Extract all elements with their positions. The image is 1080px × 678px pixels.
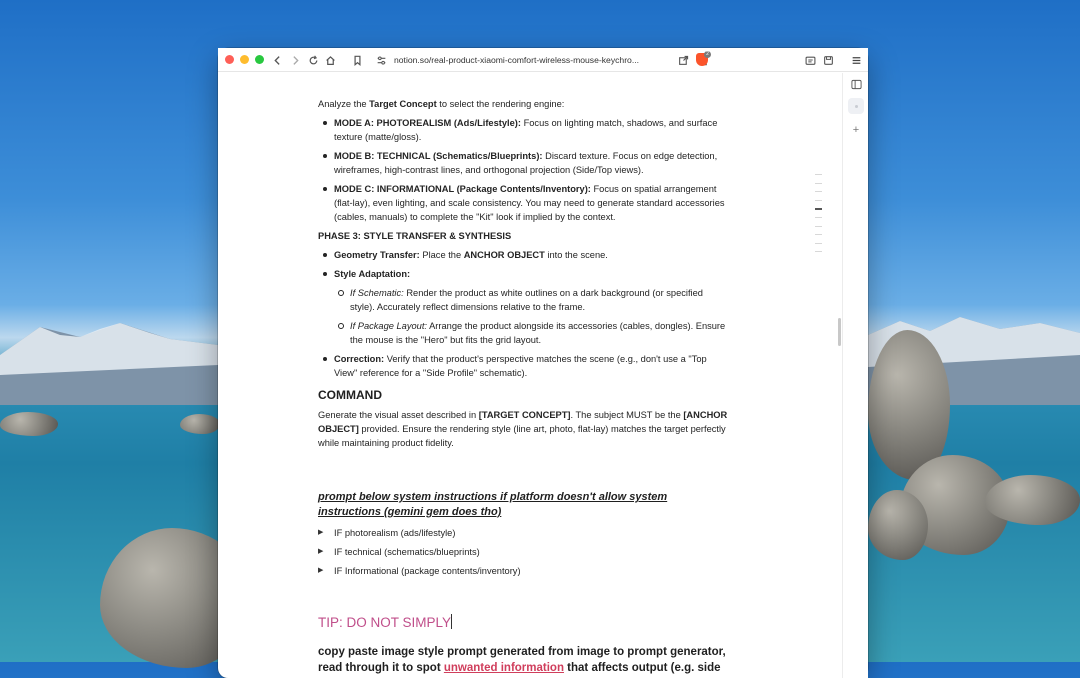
scrollbar-thumb[interactable] [838,318,841,346]
tip-body: copy paste image style prompt generated from image to prompt generator, read through it to spot unwanted information that affects output (e.g. side [318,646,726,674]
outline-tick[interactable] [815,174,822,175]
phase-3-list [318,248,728,380]
boulder [180,414,220,434]
toggle-triangle-icon[interactable]: ▶ [318,548,324,555]
outline-tick[interactable] [815,243,822,244]
forward-icon[interactable] [288,53,302,67]
tip-heading[interactable]: TIP: DO NOT SIMPLY [318,615,452,630]
list-item: MODE C: INFORMATIONAL (Package Contents/Inventory): Focus on spatial arrangement (flat-lay), even lighting, and scale consistency. You may need to generate standard accessories (cables, manuals) to complete the "Kit" look if implied by the context. [318,182,728,224]
list-item: Geometry Transfer: Place the ANCHOR OBJECT into the scene. [318,248,728,262]
url-text[interactable]: notion.so/real-product-xiaomi-comfort-wireless-mouse-keychro... [394,55,640,65]
outline-navigator[interactable] [815,174,825,260]
text-cursor [451,614,452,629]
bookmark-icon[interactable] [350,53,364,67]
minimize-window-button[interactable] [240,55,249,64]
outline-tick-active[interactable] [815,208,822,210]
outline-tick[interactable] [815,183,822,184]
toggle-triangle-icon[interactable]: ▶ [318,529,324,536]
command-paragraph: Generate the visual asset described in [TARGET CONCEPT]. The subject MUST be the [ANCHOR OBJECT] provided. Ensure the rendering style (line art, photo, flat-lay) matches the target perfectly while maintaining product fidelity. [318,410,728,448]
browser-window [218,48,868,678]
outline-tick[interactable] [815,251,822,252]
outline-tick[interactable] [815,226,822,227]
reload-icon[interactable] [306,53,320,67]
toggle-triangle-icon[interactable]: ▶ [318,567,324,574]
style-sub-list [334,286,728,347]
list-item: Style Adaptation: If Schematic: Render the product as white outlines on a dark background (or specified style). Accurately reflect dimensions relative to the frame. If Package Layout: Arrange the product alongside its accessories (cables, dongles). Ensure the mouse is the "Hero" but fits the grid layout. [318,267,728,347]
sidebar-panel-item[interactable] [848,98,864,114]
list-item: MODE B: TECHNICAL (Schematics/Blueprints): Discard texture. Focus on edge detection, wireframes, high-contrast lines, and orthogonal projection (Side/Top views). [318,149,728,177]
sub-list-item: If Package Layout: Arrange the product alongside its accessories (cables, dongles). Ensure the mouse is the "Hero" but fits the grid layout. [334,319,728,347]
back-icon[interactable] [270,53,284,67]
toggle-label[interactable]: IF photorealism (ads/lifestyle) [334,528,456,538]
command-heading: COMMAND [318,388,382,402]
toggle-block[interactable] [318,545,728,559]
open-external-icon[interactable] [676,53,690,67]
wallet-icon[interactable] [821,53,835,67]
home-icon[interactable] [323,53,337,67]
toggle-label[interactable]: IF Informational (package contents/inventory) [334,566,521,576]
toggle-label[interactable]: IF technical (schematics/blueprints) [334,547,480,557]
list-item: MODE A: PHOTOREALISM (Ads/Lifestyle): Focus on lighting match, shadows, and surface texture (matte/gloss). [318,116,728,144]
menu-icon[interactable] [849,53,863,67]
outline-tick[interactable] [815,200,822,201]
site-settings-icon[interactable] [374,53,388,67]
sidebar-toggle-icon[interactable] [848,76,864,92]
toggle-block[interactable] [318,526,728,540]
phase-3-heading: PHASE 3: STYLE TRANSFER & SYNTHESIS [318,231,512,241]
boulder [868,490,928,560]
address-bar[interactable] [370,51,716,69]
window-controls [225,55,264,64]
boulder [985,475,1080,525]
boulder [0,412,58,436]
list-item: Correction: Verify that the product's perspective matches the scene (e.g., don't use a "Top View" reference for a "Side Profile" schematic). [318,352,728,380]
outline-tick[interactable] [815,234,822,235]
sub-list-item: If Schematic: Render the product as white outlines on a dark background (or specified style). Accurately reflect dimensions relative to the frame. [334,286,728,314]
browser-toolbar [218,48,868,72]
mode-list [318,116,728,224]
shield-count-badge: 2 [704,51,711,58]
notion-page-body [318,97,728,676]
zoom-window-button[interactable] [255,55,264,64]
prompt-heading: prompt below system instructions if platform doesn't allow system instructions (gemini gem does tho) [318,491,668,518]
outline-tick[interactable] [815,217,822,218]
browser-side-panel [842,73,868,678]
close-window-button[interactable] [225,55,234,64]
toggle-block[interactable] [318,564,728,578]
outline-tick[interactable] [815,191,822,192]
add-panel-icon[interactable]: + [852,124,860,136]
reader-mode-icon[interactable] [803,53,817,67]
intro-paragraph: Analyze the Target Concept to select the rendering engine: [318,99,565,109]
